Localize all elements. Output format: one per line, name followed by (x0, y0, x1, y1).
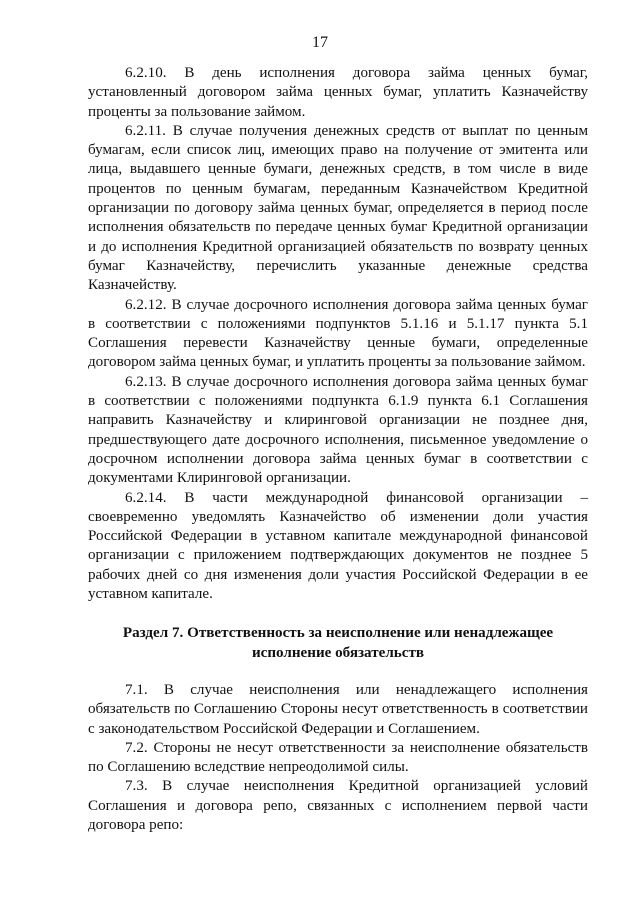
paragraph-6-2-11: 6.2.11. В случае получения денежных средств от выплат по ценным бумагам, если список лиц, имеющих право на получение от эмитента или лица, выдавшего ценные бумаги, денежных средств, в том числе в виде процентов по ценным бумагам, переданным Казначейством Кредитной организации по договору займа ценных бумаг, определяется в период после исполнения обязательств по передаче ценных бумаг Кредитной организации и до исполнения Кредитной организацией обязательств по возврату ценных бумаг Казначейству, перечислить указанные денежные средства Казначейству. (88, 122, 588, 294)
paragraph-6-2-10: 6.2.10. В день исполнения договора займа ценных бумаг, установленный договором займа ценных бумаг, уплатить Казначейству проценты за пользование займом. (88, 65, 588, 120)
section-title-line-2: исполнение обязательств (251, 644, 425, 661)
paragraph-7-1: 7.1. В случае неисполнения или ненадлежащего исполнения обязательств по Соглашению Стороны несут ответственность в соответствии с законодательством Российской Федерации и Соглашением. (88, 681, 588, 737)
document-body (88, 64, 588, 835)
page-number: 17 (312, 34, 328, 51)
paragraph-6-2-13: 6.2.13. В случае досрочного исполнения договора займа ценных бумаг в соответствии с положениями подпункта 6.1.9 пункта 6.1 Соглашения направить Казначейству и клиринговой организации не позднее дня, предшествующего дате досрочного исполнения, письменное уведомление о досрочном исполнении договора займа ценных бумаг в соответствии с документами Клиринговой организации. (88, 373, 588, 487)
section-title (88, 624, 588, 663)
section-title-line-1: Раздел 7. Ответственность за неисполнение или ненадлежащее (122, 625, 554, 642)
paragraph-6-2-12: 6.2.12. В случае досрочного исполнения договора займа ценных бумаг в соответствии с положениями подпунктов 5.1.16 и 5.1.17 пункта 5.1 Соглашения перевести Казначейству ценные бумаги, определенные договором займа ценных бумаг, и уплатить проценты за пользование займом. (88, 296, 588, 371)
paragraph-6-2-14: 6.2.14. В части международной финансовой организации – своевременно уведомлять Казначейство об изменении доли участия Российской Федерации в уставном капитале международной финансовой организации с приложением подтверждающих документов не позднее 5 рабочих дней со дня изменения доли участия Российской Федерации в ее уставном капитале. (88, 489, 588, 603)
paragraph-7-2: 7.2. Стороны не несут ответственности за неисполнение обязательств по Соглашению вследствие непреодолимой силы. (88, 739, 588, 776)
paragraph-7-3: 7.3. В случае неисполнения Кредитной организацией условий Соглашения и договора репо, связанных с исполнением первой части договора репо: (88, 778, 588, 833)
